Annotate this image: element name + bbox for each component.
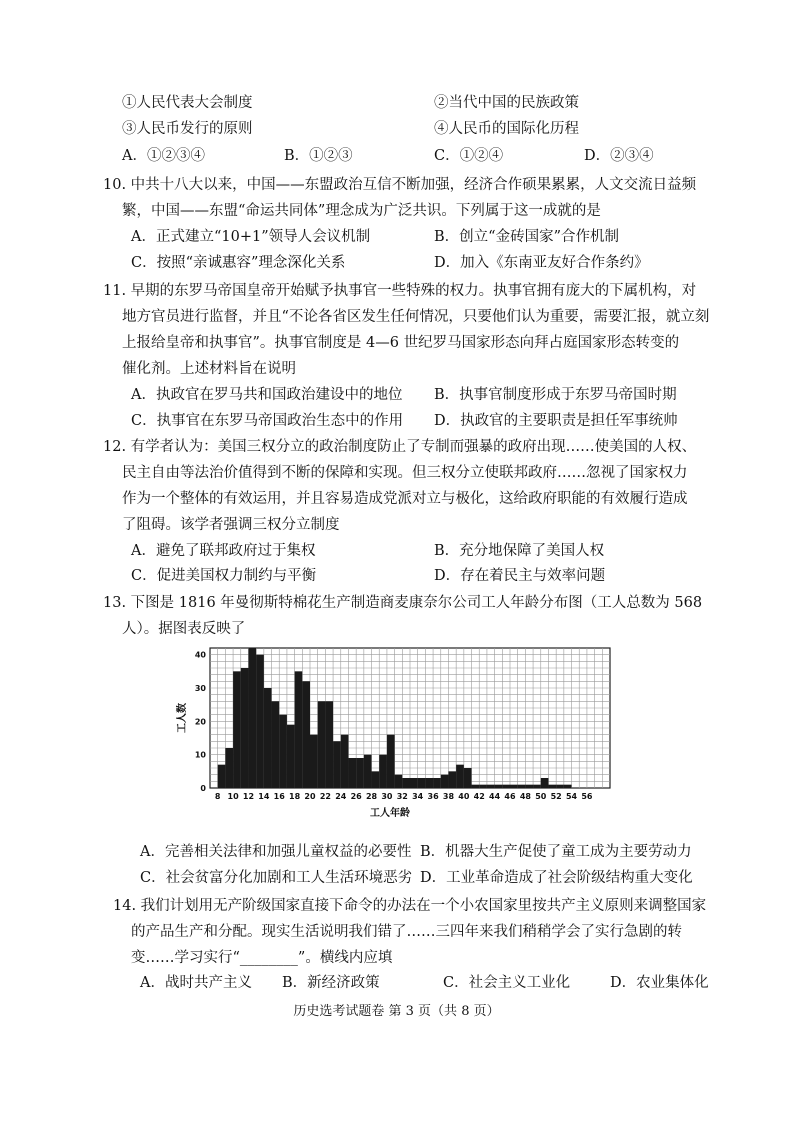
bar (233, 671, 241, 788)
x-tick-label: 28 (365, 792, 378, 801)
q11-stem-line: 地方官员进行监督，并且“不论各省区发生任何情况，只要他们认为重要，需要汇报，就立刻 (122, 309, 710, 325)
bar (302, 681, 310, 788)
x-tick-label: 42 (473, 792, 485, 801)
bar (502, 785, 510, 788)
bar (564, 785, 572, 788)
q12-option-d[interactable]: D．存在着民主与效率问题 (434, 568, 606, 584)
bar (472, 785, 480, 788)
q11-stem-line: 上报给皇帝和执事官”。执事官制度是 4—6 世纪罗马国家形态向拜占庭国家形态转变的 (122, 335, 680, 351)
x-tick-label: 48 (519, 792, 531, 801)
q11-option-a[interactable]: A．执政官在罗马共和国政治建设中的地位 (131, 387, 403, 403)
bar (256, 655, 264, 788)
q10-stem-line: 10. 中共十八大以来，中国——东盟政治互信不断加强，经济合作硕果累累，人文交流日益频 (103, 177, 697, 193)
q9-item-4: ④人民币的国际化历程 (434, 121, 579, 137)
q13-stem-line: 13. 下图是 1816 年曼彻斯特棉花生产制造商麦康奈尔公司工人年龄分布图（工人总数为 568 (103, 595, 703, 611)
x-tick-label: 18 (289, 792, 301, 801)
y-tick-label: 30 (194, 684, 206, 693)
bar (518, 785, 526, 788)
q9-item-3: ③人民币发行的原则 (122, 121, 253, 137)
bar (333, 741, 341, 788)
bar (218, 765, 226, 788)
bar (310, 735, 318, 788)
q14-option-c[interactable]: C．社会主义工业化 (443, 975, 571, 991)
bar (533, 785, 541, 788)
bar (387, 735, 395, 788)
y-tick-label: 0 (200, 784, 206, 793)
x-tick-label: 22 (319, 792, 331, 801)
x-tick-label: 30 (381, 792, 393, 801)
x-tick-label: 54 (565, 792, 578, 801)
bar (456, 765, 464, 788)
q12-stem-line: 12. 有学者认为：美国三权分立的政治制度防止了专制而强暴的政府出现……使美国的人权、 (103, 439, 697, 455)
bar (287, 725, 295, 788)
x-tick-label: 52 (550, 792, 562, 801)
q9-option-b[interactable]: B．①②③ (284, 148, 353, 164)
q14-stem-line: 变……学习实行“________”。横线内应填 (131, 950, 393, 966)
q10-option-d[interactable]: D．加入《东南亚友好合作条约》 (434, 255, 649, 271)
bar (464, 768, 472, 788)
bar (295, 671, 303, 788)
bar (410, 778, 418, 788)
bar (225, 748, 233, 788)
q12-stem-line: 民主自由等法治价值得到不断的保障和实现。但三权分立使联邦政府……忽视了国家权力 (122, 465, 688, 481)
q12-stem-line: 了阻碍。该学者强调三权分立制度 (122, 517, 340, 533)
x-tick-label: 40 (458, 792, 470, 801)
y-tick-label: 40 (194, 650, 206, 660)
q11-stem-line: 11. 早期的东罗马帝国皇帝开始赋予执事官一些特殊的权力。执事官拥有庞大的下属机构，对 (103, 283, 697, 299)
q14-option-d[interactable]: D．农业集体化 (610, 975, 709, 991)
bar (556, 785, 564, 788)
bar (548, 785, 556, 788)
x-tick-label: 32 (396, 792, 408, 801)
q10-stem-line: 繁，中国——东盟“命运共同体”理念成为广泛共识。下列属于这一成就的是 (122, 203, 601, 219)
x-tick-label: 16 (273, 792, 285, 801)
x-tick-label: 50 (535, 792, 547, 801)
q13-stem-line: 人）。据图表反映了 (122, 621, 246, 637)
bar (525, 785, 533, 788)
bar (241, 668, 249, 788)
q11-stem-line: 催化剂。上述材料旨在说明 (122, 361, 296, 377)
bar (318, 701, 326, 788)
x-tick-label: 34 (412, 792, 424, 801)
x-tick-label: 20 (304, 792, 316, 801)
bar (425, 778, 433, 788)
x-tick-label: 38 (442, 792, 455, 801)
bar (379, 755, 387, 788)
q11-option-d[interactable]: D．执政官的主要职责是担任军事统帅 (434, 413, 678, 429)
x-tick-label: 24 (335, 792, 347, 801)
x-tick-label: 14 (258, 792, 270, 801)
x-tick-label: 46 (504, 792, 516, 801)
bar (448, 771, 456, 788)
bar (487, 785, 495, 788)
bar (541, 778, 549, 788)
bar (341, 735, 349, 788)
q10-option-c[interactable]: C．按照“亲诚惠容”理念深化关系 (131, 255, 346, 271)
bar (279, 715, 287, 788)
q12-stem-line: 作为一个整体的有效运用，并且容易造成党派对立与极化，这给政府职能的有效履行造成 (122, 491, 688, 507)
q14-option-b[interactable]: B．新经济政策 (282, 975, 380, 991)
bar (495, 785, 503, 788)
bar (441, 775, 449, 788)
x-axis-label: 工人年龄 (370, 808, 410, 819)
q12-option-c[interactable]: C．促进美国权力制约与平衡 (131, 568, 317, 584)
bar (356, 758, 364, 788)
bar (395, 775, 403, 788)
x-tick-label: 10 (227, 792, 239, 801)
q14-stem-line: 的产品生产和分配。现实生活说明我们错了……三四年来我们稍稍学会了实行急剧的转 (131, 924, 682, 940)
bar (325, 701, 333, 788)
q9-item-1: ①人民代表大会制度 (122, 95, 253, 111)
bar (372, 771, 380, 788)
y-axis-label: 工人数 (177, 703, 188, 733)
bar (248, 648, 256, 788)
worker-age-histogram (175, 640, 625, 836)
q11-option-b[interactable]: B．执事官制度形成于东罗马帝国时期 (434, 387, 677, 403)
q13-option-a[interactable]: A．完善相关法律和加强儿童权益的必要性 (140, 844, 412, 860)
q9-option-a[interactable]: A．①②③④ (122, 148, 205, 164)
q14-option-a[interactable]: A．战时共产主义 (140, 975, 252, 991)
q9-option-d[interactable]: D．②③④ (584, 148, 654, 164)
q9-option-c[interactable]: C．①②④ (434, 148, 504, 164)
page-footer: 历史选考试题卷 第 3 页（共 8 页） (293, 1004, 500, 1019)
q10-option-b[interactable]: B．创立“金砖国家”合作机制 (434, 229, 619, 245)
bar (418, 778, 426, 788)
y-tick-label: 20 (194, 717, 206, 727)
bar (402, 778, 410, 788)
x-tick-label: 12 (242, 792, 255, 801)
q14-stem-line: 14. 我们计划用无产阶级国家直接下命令的办法在一个小农国家里按共产主义原则来调整国家 (113, 898, 707, 914)
q12-option-a[interactable]: A．避免了联邦政府过于集权 (131, 543, 316, 559)
q12-option-b[interactable]: B．充分地保障了美国人权 (434, 543, 605, 559)
x-tick-label: 26 (350, 792, 362, 801)
bar (364, 755, 372, 788)
y-tick-label: 10 (194, 750, 206, 760)
q13-option-d[interactable]: D．工业革命造成了社会阶级结构重大变化 (420, 870, 693, 886)
q10-option-a[interactable]: A．正式建立“10+1”领导人会议机制 (131, 229, 371, 245)
x-tick-label: 56 (581, 792, 593, 801)
x-tick-label: 36 (427, 792, 439, 801)
q11-option-c[interactable]: C．执事官在东罗马帝国政治生态中的作用 (131, 413, 404, 429)
x-tick-label: 8 (214, 792, 221, 801)
bar (272, 701, 280, 788)
q13-option-c[interactable]: C．社会贫富分化加剧和工人生活环境恶劣 (140, 870, 413, 886)
q9-item-2: ②当代中国的民族政策 (434, 95, 579, 111)
bar (264, 688, 272, 788)
bar (510, 785, 518, 788)
bar (348, 758, 356, 788)
q13-option-b[interactable]: B．机器大生产促使了童工成为主要劳动力 (420, 844, 692, 860)
bar (433, 778, 441, 788)
x-tick-label: 44 (489, 792, 501, 801)
bar (479, 785, 487, 788)
